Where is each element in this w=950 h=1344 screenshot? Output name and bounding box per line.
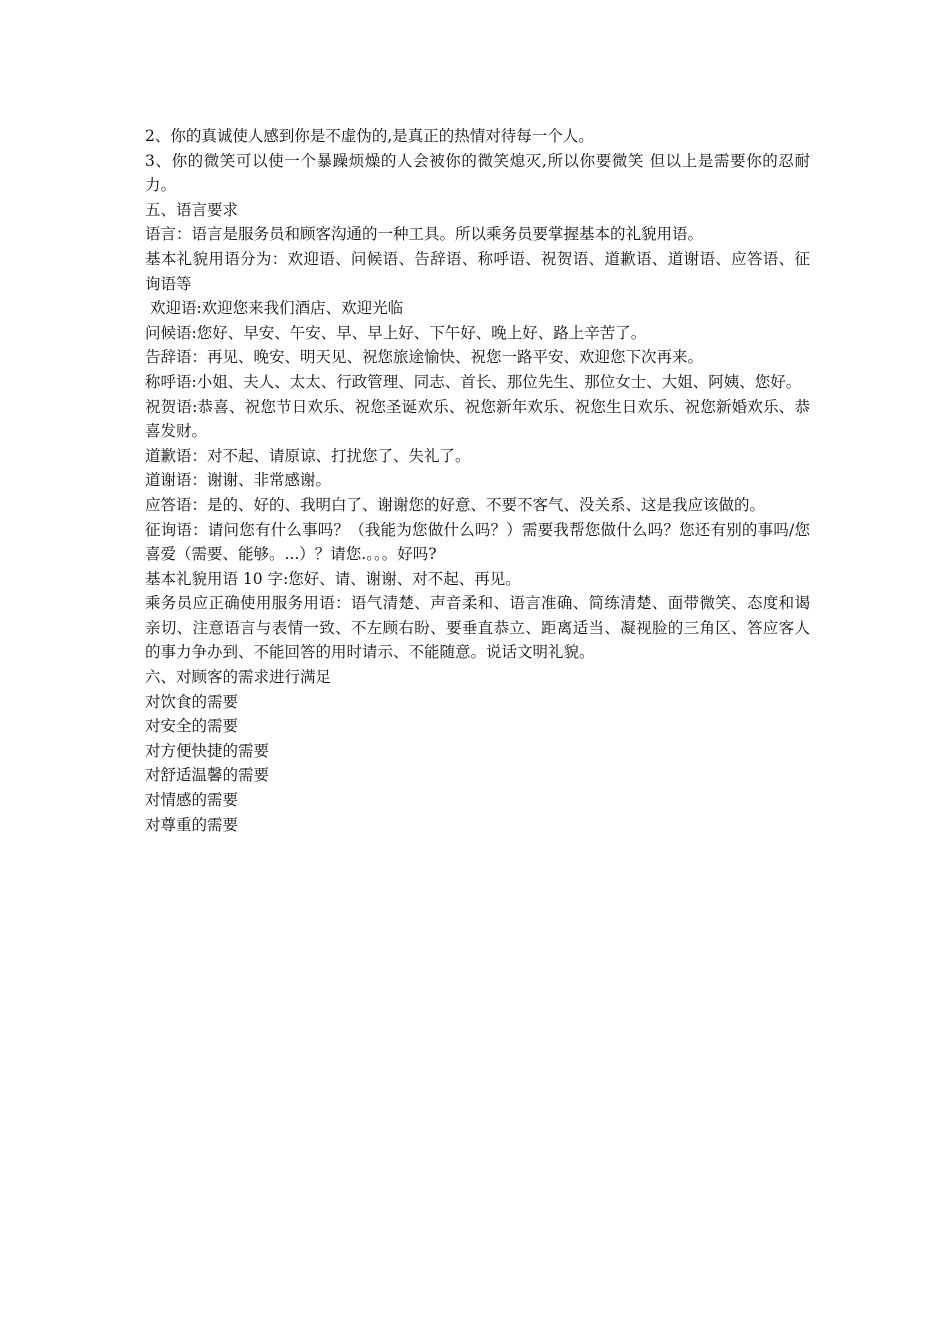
list-item-food-need: 对饮食的需要 [145, 692, 239, 711]
paragraph-language-definition: 语言：语言是服务员和顾客沟通的一种工具。所以乘务员要掌握基本的礼貌用语。 [145, 225, 704, 244]
paragraph-welcome-phrases: 欢迎语:欢迎您来我们酒店、欢迎光临 [145, 299, 404, 318]
list-item-emotional-need: 对情感的需要 [145, 791, 239, 810]
section-heading-customer-needs: 六、对顾客的需求进行满足 [145, 668, 332, 687]
list-item-safety-need: 对安全的需要 [145, 717, 239, 736]
list-item-comfort-need: 对舒适温馨的需要 [145, 766, 270, 785]
paragraph-basic-phrase-categories: 基本礼貌用语分为：欢迎语、问候语、告辞语、称呼语、祝贺语、道歉语、道谢语、应答语、征询语等 [145, 249, 810, 293]
paragraph-ten-basic-words: 基本礼貌用语 10 字:您好、请、谢谢、对不起、再见。 [145, 569, 521, 588]
section-heading-language-requirements: 五、语言要求 [145, 200, 239, 219]
paragraph-apology-phrases: 道歉语：对不起、请原谅、打扰您了、失礼了。 [145, 446, 471, 465]
paragraph-congratulation-phrases: 祝贺语:恭喜、祝您节日欢乐、祝您圣诞欢乐、祝您新年欢乐、祝您生日欢乐、祝您新婚欢乐、恭喜发财。 [145, 397, 810, 441]
paragraph-service-language-rules: 乘务员应正确使用服务用语：语气清楚、声音柔和、语言准确、简练清楚、面带微笑、态度和谒亲切、注意语言与表情一致、不左顾右盼、要垂直恭立、距离适当、凝视脸的三角区、答应客人的事力争办到、不能回答的用时请示、不能随意。说话文明礼貌。 [145, 594, 810, 662]
paragraph-thanks-phrases: 道谢语：谢谢、非常感谢。 [145, 471, 332, 490]
paragraph-farewell-phrases: 告辞语：再见、晚安、明天见、祝您旅途愉快、祝您一路平安、欢迎您下次再来。 [145, 348, 704, 367]
list-item-convenience-need: 对方便快捷的需要 [145, 741, 270, 760]
paragraph-response-phrases: 应答语：是的、好的、我明白了、谢谢您的好意、不要不客气、没关系、这是我应该做的。 [145, 495, 766, 514]
paragraph-smile: 3、你的微笑可以使一个暴躁烦燥的人会被你的微笑熄灭,所以你要微笑 但以上是需要你的忍耐力。 [145, 151, 810, 195]
list-item-respect-need: 对尊重的需要 [145, 815, 239, 834]
paragraph-address-phrases: 称呼语:小姐、夫人、太太、行政管理、同志、首长、那位先生、那位女士、大姐、阿姨、您好。 [145, 372, 802, 391]
document-body [145, 124, 810, 837]
paragraph-sincerity: 2、你的真诚使人感到你是不虚伪的,是真正的热情对待每一个人。 [145, 127, 594, 145]
paragraph-inquiry-phrases: 征询语：请问您有什么事吗？（我能为您做什么吗？）需要我帮您做什么吗？您还有别的事吗/您喜爱（需要、能够。...）？请您.。。。好吗? [145, 520, 810, 564]
paragraph-greeting-phrases: 问候语:您好、早安、午安、早、早上好、下午好、晚上好、路上辛苦了。 [145, 323, 647, 342]
